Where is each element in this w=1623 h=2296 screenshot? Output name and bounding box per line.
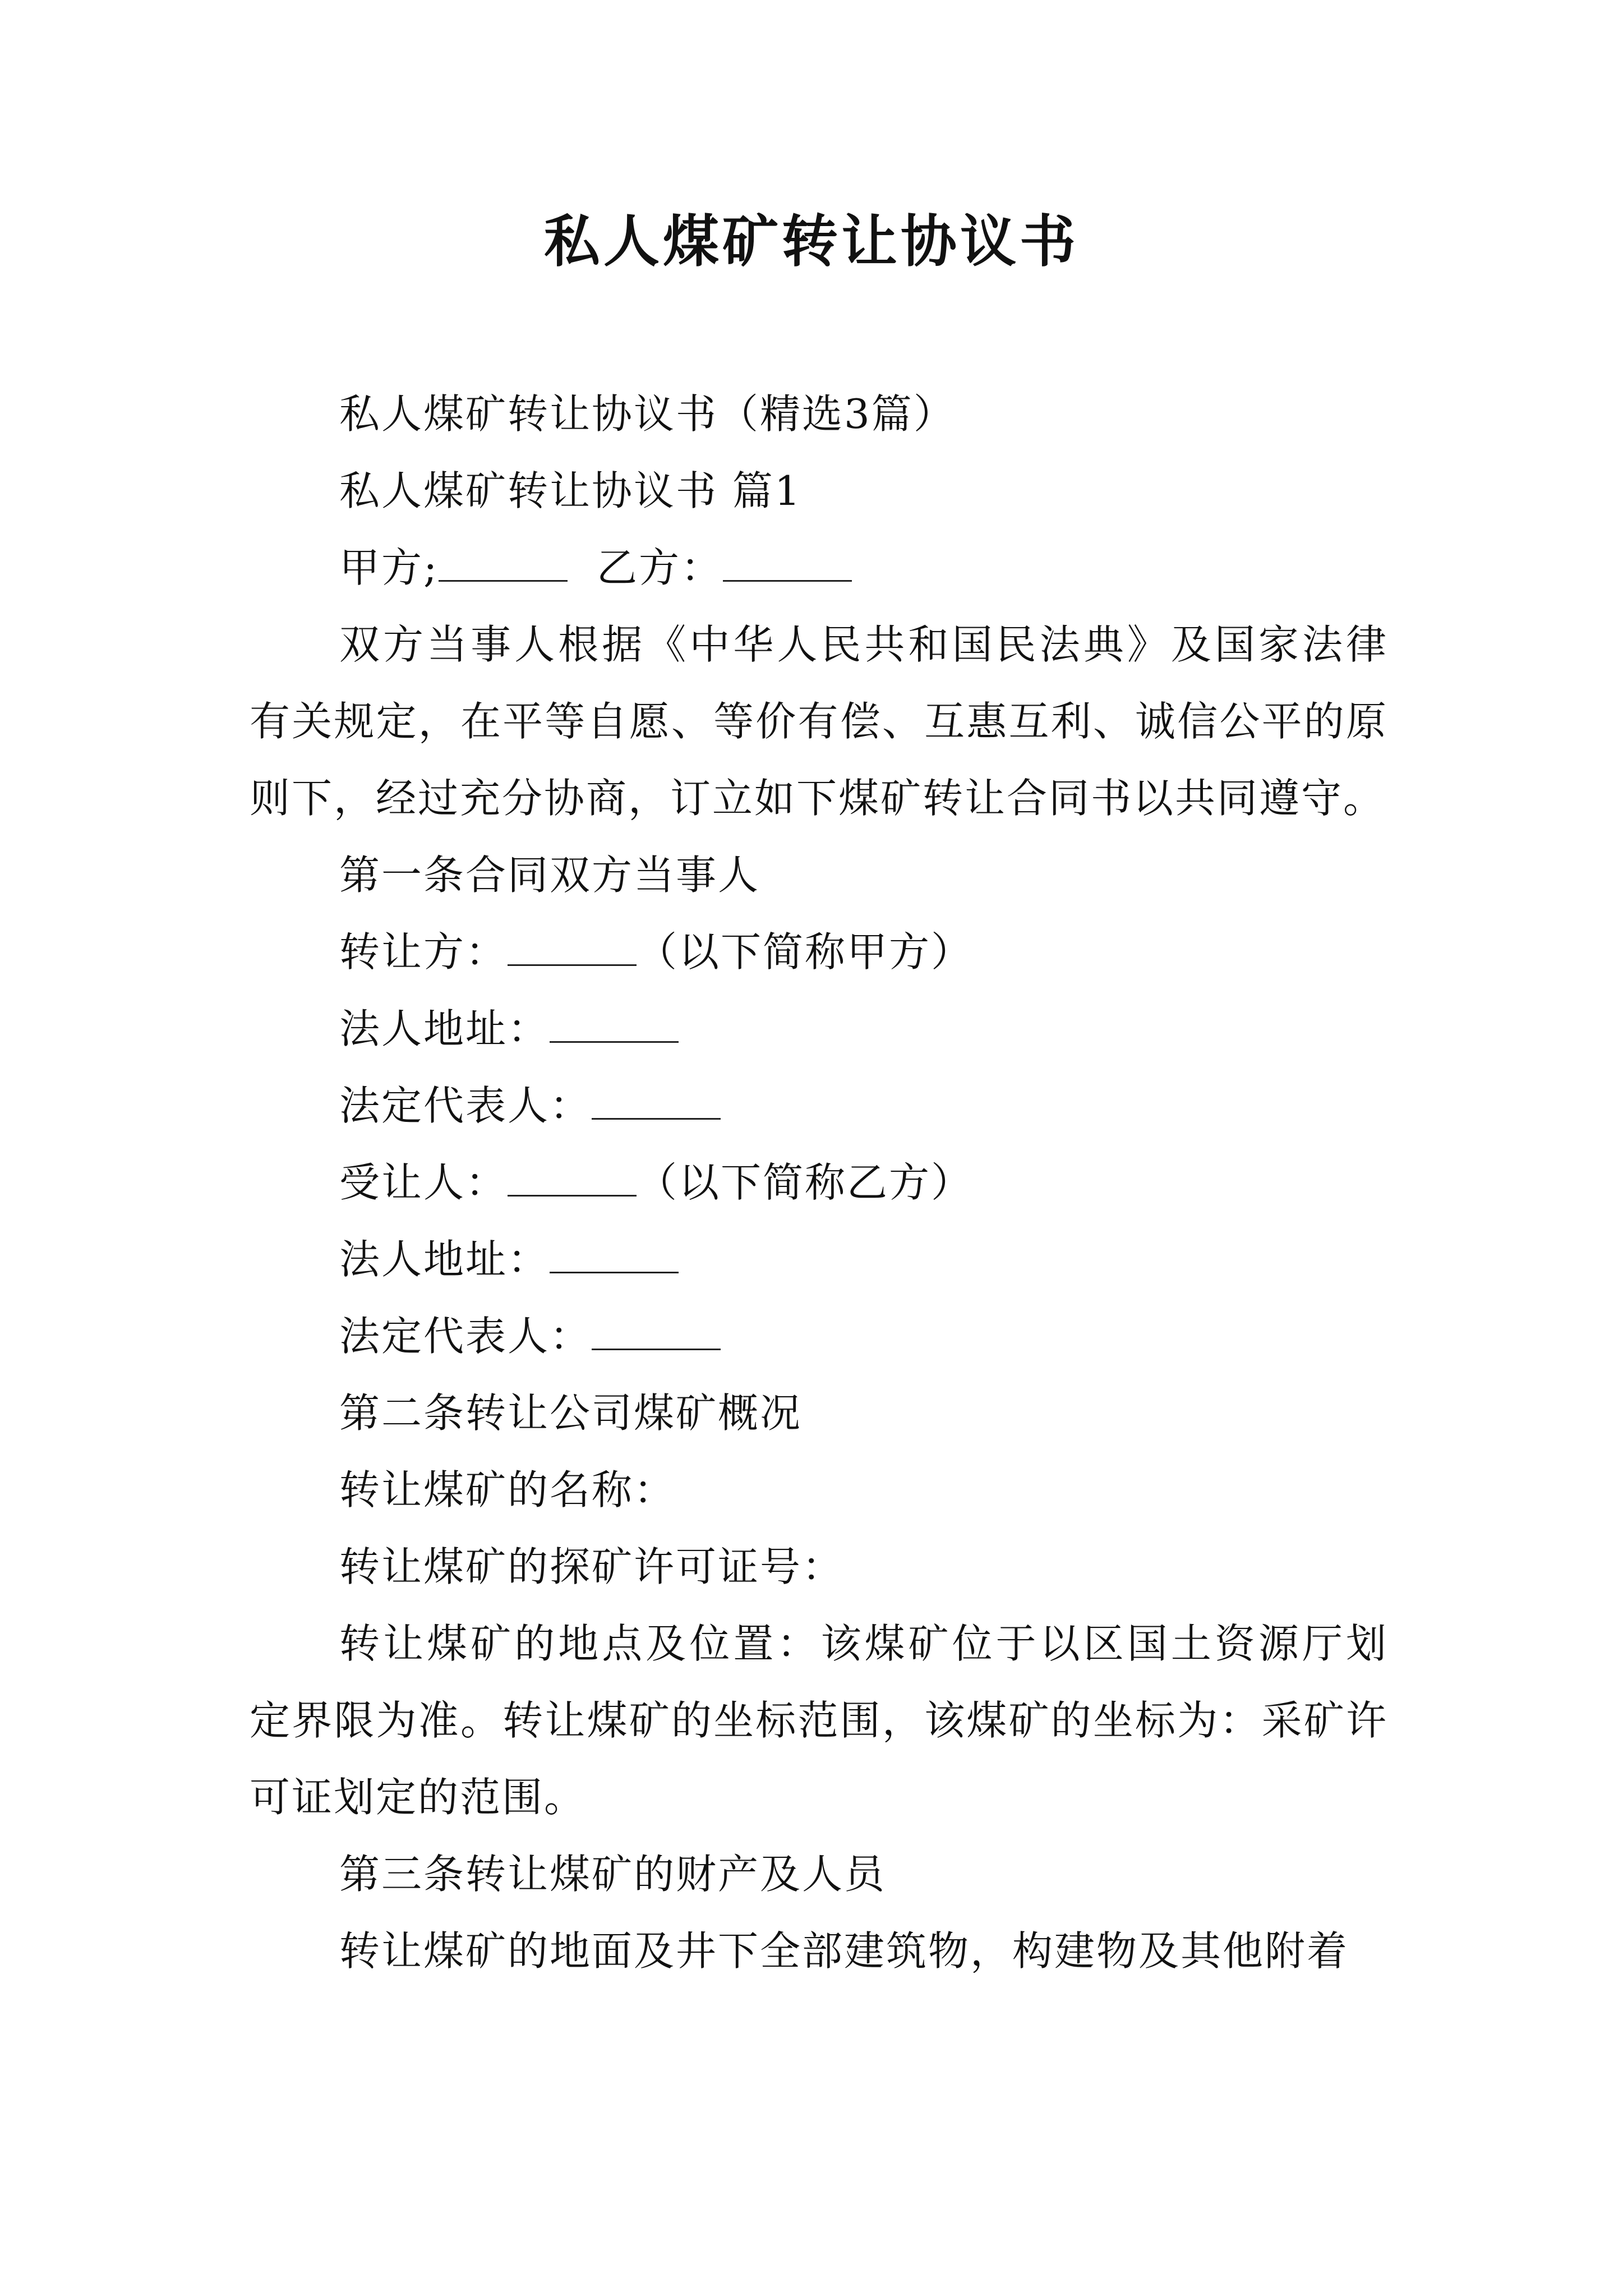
mine-name-line: 转让煤矿的名称： xyxy=(339,1466,676,1513)
address-blank-2 xyxy=(550,1237,679,1273)
legal-rep-blank-1 xyxy=(592,1083,721,1120)
subtitle: 私人煤矿转让协议书（精选3篇） xyxy=(339,390,956,438)
transferee-note: （以下简称乙方） xyxy=(637,1159,974,1206)
parties-line xyxy=(250,530,1388,606)
mine-license-line: 转让煤矿的探矿许可证号： xyxy=(339,1543,845,1590)
address-line-1 xyxy=(250,991,1388,1068)
legal-rep-blank-2 xyxy=(592,1314,721,1350)
part-heading: 私人煤矿转让协议书 篇1 xyxy=(339,467,802,514)
address-label-2: 法人地址： xyxy=(339,1236,550,1283)
document-body xyxy=(250,376,1388,1990)
party-a-blank xyxy=(439,545,568,582)
mine-location-paragraph: 转让煤矿的地点及位置：该煤矿位于以区国土资源厅划定界限为准。转让煤矿的坐标范围，该煤矿的坐标为：采矿许可证划定的范围。 xyxy=(250,1620,1388,1821)
transferor-label: 转让方： xyxy=(339,928,508,976)
article-3-paragraph: 转让煤矿的地面及井下全部建筑物，构建物及其他附着 xyxy=(339,1927,1349,1975)
document-title: 私人煤矿转让协议书 xyxy=(544,208,1079,274)
transferee-line xyxy=(250,1144,1388,1221)
article-1-title: 第一条合同双方当事人 xyxy=(339,852,760,899)
address-label-1: 法人地址： xyxy=(339,1005,550,1052)
legal-rep-line-1 xyxy=(250,1068,1388,1144)
address-line-2 xyxy=(250,1221,1388,1298)
transferee-label: 受让人： xyxy=(339,1159,508,1206)
article-3-title: 第三条转让煤矿的财产及人员 xyxy=(339,1851,887,1898)
party-a-label: 甲方; xyxy=(339,544,439,591)
intro-paragraph: 双方当事人根据《中华人民共和国民法典》及国家法律有关规定，在平等自愿、等价有偿、互惠互利、诚信公平的原则下，经过充分协商，订立如下煤矿转让合同书以共同遵守。 xyxy=(250,621,1388,822)
legal-rep-line-2 xyxy=(250,1298,1388,1375)
address-blank-1 xyxy=(550,1006,679,1043)
legal-rep-label-1: 法定代表人： xyxy=(339,1082,592,1129)
transferor-note: （以下简称甲方） xyxy=(637,928,974,976)
transferor-blank xyxy=(508,930,637,966)
party-b-blank xyxy=(723,545,852,582)
transferee-blank xyxy=(508,1160,637,1197)
article-2-title: 第二条转让公司煤矿概况 xyxy=(339,1389,803,1437)
party-b-label: 乙方： xyxy=(597,544,723,591)
legal-rep-label-2: 法定代表人： xyxy=(339,1313,592,1360)
transferor-line xyxy=(250,914,1388,991)
